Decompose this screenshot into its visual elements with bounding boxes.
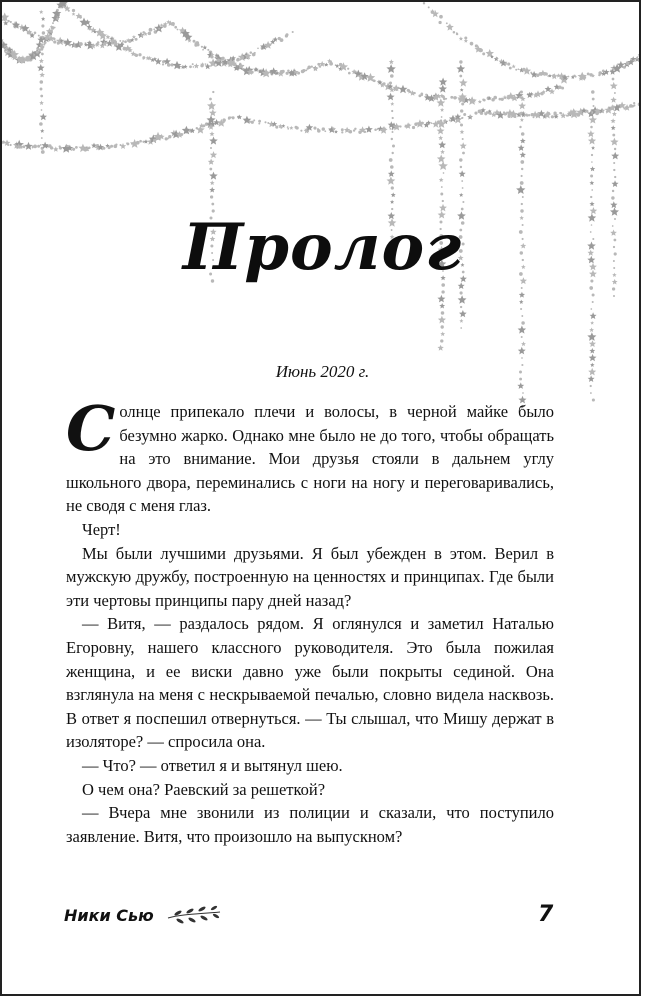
page-number: 7 bbox=[538, 902, 554, 927]
paragraph: Черт! bbox=[82, 519, 121, 539]
footer-author: Ники Сью bbox=[64, 906, 154, 925]
chapter-title: Пролог bbox=[182, 210, 463, 285]
paragraph: Мы были лучшими друзьями. Я был убежден в этом. Верил в мужскую дружбу, построенную на ценностях и принципах. Где были эти чертовы принципы пару дней назад? bbox=[66, 543, 554, 610]
paragraph: — Вчера мне звонили из полиции и сказали, что поступило заявление. Витя, что произошло на выпускном? bbox=[66, 803, 554, 846]
paragraph-first bbox=[66, 392, 554, 518]
leaf-sprig-icon bbox=[164, 902, 224, 928]
paragraph-first-text: олнце припекало плечи и волосы, в черной майке было безумно жарко. Однако мне было не до того, чтобы обращать на это внимание. Мои друзья стояли в дальнем углу школьного двора, переминались с ноги на ногу и переговаривались, не сводя с меня глаз. bbox=[66, 402, 554, 516]
paragraph: — Что? — ответил я и вытянул шею. bbox=[82, 755, 343, 775]
drop-cap: С bbox=[66, 392, 116, 465]
chapter-date: Июнь 2020 г. bbox=[275, 362, 370, 381]
chapter-body bbox=[66, 392, 554, 848]
paragraph: О чем она? Раевский за решеткой? bbox=[82, 779, 326, 799]
paragraph: — Витя, — раздалось рядом. Я оглянулся и заметил Наталью Егоровну, нашего классного руководителя. Это была пожилая женщина, и ее виски давно уже были покрыты сединой. Она взглянула на меня с нескрываемой печалью, словно видела насквозь. В ответ я поспешил отвернуться. — Ты слышал, что Мишу держат в изоляторе? — спросила она. bbox=[66, 614, 554, 752]
